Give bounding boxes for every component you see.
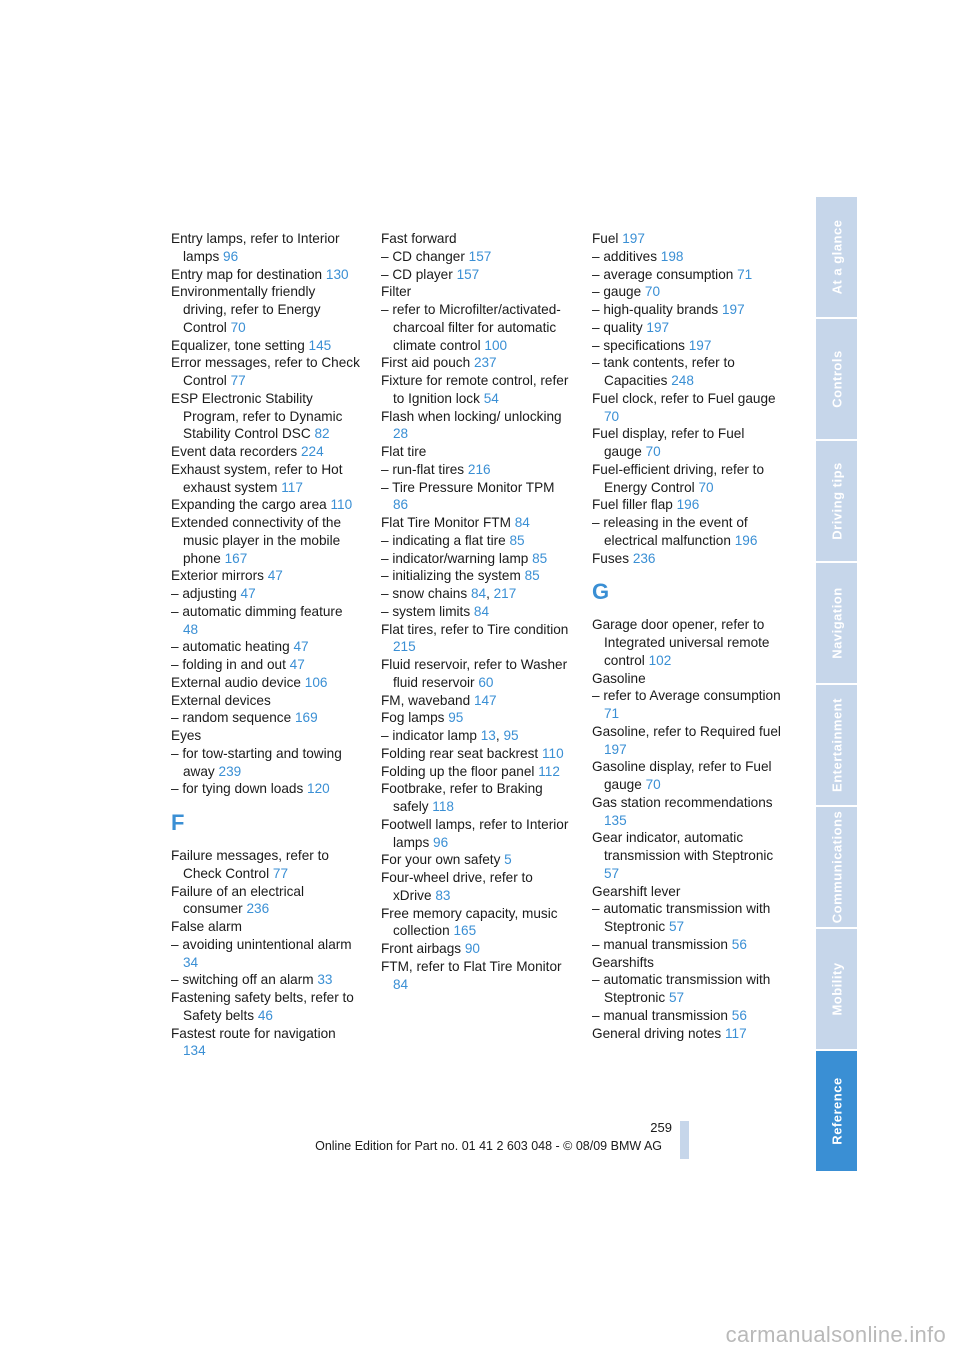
tab-label: Navigation <box>829 587 844 659</box>
page-link[interactable]: 86 <box>393 497 409 513</box>
index-entry <box>592 230 782 248</box>
index-entry-text: Fuel clock, refer to Fuel gauge <box>592 390 776 406</box>
index-entry <box>171 709 361 727</box>
index-entry <box>381 763 571 781</box>
index-entry <box>171 638 361 656</box>
page-link[interactable]: 197 <box>688 337 712 353</box>
index-entry <box>171 567 361 585</box>
index-entry <box>381 230 571 248</box>
index-entry <box>381 567 571 585</box>
index-entry <box>381 816 571 852</box>
page-link[interactable]: 248 <box>671 373 694 388</box>
index-entry <box>592 936 782 954</box>
index-entry-text: Eyes <box>171 728 202 743</box>
index-entry-text: Exterior mirrors <box>171 568 264 584</box>
page-link[interactable]: 117 <box>281 479 303 495</box>
index-entry-text: Gear indicator, automatic transmission with Steptronic <box>592 830 774 863</box>
index-entry-text: FM, waveband <box>381 692 471 708</box>
page-link[interactable]: 34 <box>183 954 199 970</box>
index-entry-text: General driving notes <box>592 1025 722 1041</box>
index-entry <box>381 408 571 444</box>
index-entry-text: Fog lamps <box>381 710 445 726</box>
index-entry <box>171 266 361 284</box>
index-entry-text: Fuel <box>592 231 619 246</box>
page-link[interactable]: 197 <box>646 319 670 335</box>
tab-label: Mobility <box>829 962 844 1016</box>
index-entry-text: – CD changer <box>381 248 465 264</box>
index-entry-text: – specifications <box>592 337 685 353</box>
page-link[interactable]: 110 <box>330 497 353 513</box>
page-link[interactable]: 70 <box>645 444 661 459</box>
index-entry-text: Environmentally friendly driving, refer to Energy Control <box>171 284 321 335</box>
index-entry <box>171 727 361 745</box>
page-link[interactable]: 102 <box>648 652 672 668</box>
page-link[interactable]: 84 <box>470 586 487 601</box>
index-entry-text: Fixture for remote control, refer to Ignition lock <box>381 373 569 406</box>
index-entry <box>171 283 361 336</box>
index-entry <box>171 443 361 461</box>
index-entry <box>171 989 361 1025</box>
page-link[interactable]: 118 <box>432 799 454 814</box>
page-link[interactable]: 96 <box>433 834 449 850</box>
page-link[interactable]: 215 <box>393 639 416 655</box>
index-entry-text: – refer to Microfilter/activated-charcoal filter for automatic climate control <box>381 302 561 353</box>
index-entry <box>592 900 782 936</box>
page-link[interactable]: 57 <box>604 865 620 881</box>
page-link[interactable]: 57 <box>669 919 685 934</box>
index-entry <box>381 603 571 621</box>
page-link[interactable]: 71 <box>737 266 753 282</box>
index-entry <box>381 550 571 568</box>
tab-at-a-glance[interactable] <box>816 197 857 317</box>
index-entry <box>592 616 782 669</box>
page-link[interactable]: 106 <box>304 674 328 690</box>
index-entry-text: FTM, refer to Flat Tire Monitor <box>381 958 562 974</box>
index-entry <box>171 692 361 710</box>
index-entry-text: Four-wheel drive, refer to xDrive <box>381 870 533 903</box>
index-entry <box>592 758 782 794</box>
page-link[interactable]: 70 <box>230 319 246 335</box>
index-entry-text: Flash when locking/ unlocking <box>381 408 562 424</box>
index-entry-text: Gearshift lever <box>592 883 681 899</box>
page-link[interactable]: 197 <box>721 302 745 317</box>
index-entry-text: – tank contents, refer to Capacities <box>592 355 735 388</box>
page-link[interactable]: 169 <box>294 710 318 726</box>
page-link[interactable]: 165 <box>453 923 477 939</box>
page-link[interactable]: 100 <box>484 337 508 353</box>
index-entry-text: – automatic transmission with Steptronic <box>592 901 771 934</box>
page-link[interactable]: 84 <box>473 603 490 619</box>
page-link[interactable]: 82 <box>314 426 330 442</box>
index-entry <box>381 532 571 550</box>
index-entry <box>592 954 782 972</box>
page-link[interactable]: 46 <box>257 1007 273 1023</box>
index-entry <box>592 266 782 284</box>
index-entry <box>171 780 361 798</box>
page-link[interactable]: 217 <box>493 586 517 601</box>
page-link[interactable]: 60 <box>478 674 494 690</box>
index-entry-text: Flat tire <box>381 444 427 459</box>
index-entry-text: Exhaust system, refer to Hot exhaust system <box>171 461 343 495</box>
index-entry-text: – gauge <box>592 284 642 300</box>
index-entry-text: Fuses <box>592 550 630 566</box>
index-entry-text: Gas station recommendations <box>592 794 773 810</box>
index-entry <box>381 354 571 372</box>
index-entry-text: Fuel display, refer to Fuel gauge <box>592 426 745 459</box>
index-entry-text: Footbrake, refer to Braking safely <box>381 781 543 814</box>
index-entry <box>381 301 571 354</box>
page-link[interactable]: 84 <box>393 976 409 992</box>
index-entry <box>171 496 361 514</box>
index-entry <box>381 958 571 994</box>
index-entry-text: Folding up the floor panel <box>381 763 535 779</box>
page-link[interactable]: 56 <box>731 936 747 952</box>
index-entry <box>381 745 571 763</box>
tab-label: Reference <box>829 1077 844 1145</box>
page-link[interactable]: 236 <box>246 901 270 917</box>
index-entry-text: – CD player <box>381 266 453 282</box>
page-link[interactable]: 47 <box>267 568 283 584</box>
tab-navigation[interactable] <box>816 563 857 683</box>
page-link[interactable]: 54 <box>483 390 499 406</box>
index-entry-text: – releasing in the event of electrical malfunction <box>592 515 748 548</box>
index-entry-text: Fastening safety belts, refer to Safety belts <box>171 990 354 1023</box>
index-entry-text: Fuel filler flap <box>592 497 673 513</box>
index-entry <box>381 479 571 515</box>
index-entry-text: – folding in and out <box>171 657 286 672</box>
page-link[interactable]: 70 <box>644 284 661 300</box>
index-entry-text: First aid pouch <box>381 355 471 371</box>
page-link[interactable]: 167 <box>224 550 248 566</box>
index-entry-text: – random sequence <box>171 710 292 726</box>
section-tabs <box>816 197 857 1173</box>
index-entry <box>592 687 782 723</box>
tab-reference[interactable] <box>816 1051 857 1171</box>
index-entry <box>592 794 782 830</box>
tab-mobility[interactable] <box>816 929 857 1049</box>
index-entry <box>592 425 782 461</box>
page-link[interactable]: 47 <box>293 639 309 655</box>
page-link[interactable]: 83 <box>435 887 451 903</box>
index-entry <box>592 670 782 688</box>
index-entry: – snow chains 84, 217 <box>381 586 517 601</box>
tab-entertainment[interactable] <box>816 685 857 805</box>
index-entry-text: – automatic transmission with Steptronic <box>592 972 771 1005</box>
footer-bar <box>680 1121 689 1159</box>
index-entry-text: Fuel-efficient driving, refer to Energy Control <box>592 461 765 495</box>
index-entry-text: Garage door opener, refer to Integrated universal remote control <box>592 617 770 668</box>
tab-label: At a glance <box>829 219 844 295</box>
index-entry-text: – for tying down loads <box>171 781 304 797</box>
index-entry <box>171 514 361 567</box>
index-entry <box>381 283 571 301</box>
index-entry-text: – average consumption <box>592 266 734 282</box>
index-entry <box>381 266 571 284</box>
index-entry <box>381 709 571 727</box>
index-entry-text: Footwell lamps, refer to Interior lamps <box>381 816 569 850</box>
index-entry <box>171 230 361 266</box>
index-entry <box>171 971 361 989</box>
index-entry <box>592 550 782 568</box>
page-link[interactable]: 145 <box>308 337 332 353</box>
index-column-1 <box>171 230 361 1060</box>
index-entry-text: Event data recorders <box>171 444 298 459</box>
index-entry-text: – system limits <box>381 603 471 619</box>
index-entry-text: – automatic heating <box>171 639 290 655</box>
index-entry <box>381 905 571 941</box>
page-number: 259 <box>650 1120 672 1135</box>
index-entry <box>171 585 361 603</box>
index-entry <box>171 674 361 692</box>
page-link[interactable]: 77 <box>272 865 289 881</box>
page-link[interactable]: 197 <box>604 741 627 757</box>
page-link[interactable]: 57 <box>669 990 685 1005</box>
index-entry <box>592 390 782 426</box>
index-entry-text: – manual transmission <box>592 1007 728 1023</box>
index-entry <box>381 372 571 408</box>
page-link[interactable]: 5 <box>504 852 512 868</box>
index-entry <box>171 656 361 674</box>
page-link[interactable]: 85 <box>509 532 525 548</box>
index-entry <box>381 248 571 266</box>
index-entry <box>592 723 782 759</box>
index-entry-text: – manual transmission <box>592 936 728 952</box>
index-entry-text: Gasoline display, refer to Fuel gauge <box>592 759 772 792</box>
page-link[interactable]: 147 <box>473 692 497 708</box>
index-entry <box>381 461 571 479</box>
page-link[interactable]: 120 <box>307 781 330 797</box>
index-entry <box>592 319 782 337</box>
index-entry-text: Error messages, refer to Check Control <box>171 355 360 388</box>
tab-label: Controls <box>829 350 844 408</box>
page-link[interactable]: 47 <box>289 657 305 672</box>
tab-controls[interactable] <box>816 319 857 439</box>
page-link[interactable]: 48 <box>183 621 199 637</box>
page-link[interactable]: 28 <box>393 426 409 442</box>
page-link[interactable]: 237 <box>473 355 497 371</box>
index-entry-text: – high-quality brands <box>592 302 719 317</box>
footer-text: Online Edition for Part no. 01 41 2 603 048 - © 08/09 BMW AG <box>315 1139 662 1153</box>
page-link[interactable]: 90 <box>464 941 480 956</box>
index-entry-text: Equalizer, tone setting <box>171 337 305 353</box>
index-entry-text: Flat tires, refer to Tire condition <box>381 621 569 637</box>
index-entry-text: – refer to Average consumption <box>592 688 781 704</box>
index-entry-text: – adjusting <box>171 586 237 601</box>
index-entry-text: – quality <box>592 319 643 335</box>
index-entry <box>171 461 361 497</box>
index-entry <box>592 301 782 319</box>
index-entry <box>171 390 361 443</box>
tab-label: Entertainment <box>829 698 844 792</box>
index-entry <box>592 461 782 497</box>
index-entry-text: – indicator/warning lamp <box>381 550 529 566</box>
index-entry-text: External audio device <box>171 674 301 690</box>
index-entry-text: Entry lamps, refer to Interior lamps <box>171 231 340 264</box>
index-entry <box>592 829 782 882</box>
index-entry <box>171 603 361 639</box>
index-entry <box>171 745 361 781</box>
page-link[interactable]: 71 <box>604 706 620 721</box>
page-link[interactable]: 112 <box>538 763 560 779</box>
index-entry-text: – Tire Pressure Monitor TPM <box>381 479 555 495</box>
index-entry <box>592 971 782 1007</box>
page-link[interactable]: 70 <box>698 479 714 495</box>
page-link[interactable]: 13 <box>480 728 496 743</box>
index-entry <box>592 354 782 390</box>
index-entry <box>171 1025 361 1061</box>
index-entry <box>171 847 361 883</box>
index-entry <box>381 656 571 692</box>
index-entry-text: Entry map for destination <box>171 266 323 282</box>
index-entry <box>381 869 571 905</box>
index-entry <box>381 443 571 461</box>
index-entry <box>171 883 361 919</box>
index-entry-text: Gasoline <box>592 670 646 686</box>
page-link[interactable]: 117 <box>725 1025 747 1041</box>
page-link[interactable]: 134 <box>183 1043 206 1059</box>
index-entry-text: Folding rear seat backrest <box>381 745 539 761</box>
page-link[interactable]: 96 <box>223 248 239 264</box>
page-link[interactable]: 130 <box>325 266 349 282</box>
index-entry-text: – for tow-starting and towing away <box>171 745 342 779</box>
page-link[interactable]: 196 <box>734 532 758 548</box>
page-link[interactable]: 70 <box>604 408 620 424</box>
index-entry-text: – additives <box>592 248 657 264</box>
tab-communications[interactable] <box>816 807 857 927</box>
index-entry: – indicator lamp 13, 95 <box>381 728 519 743</box>
page-link[interactable]: 85 <box>524 568 540 584</box>
index-entry <box>592 883 782 901</box>
index-entry-text: External devices <box>171 692 271 708</box>
index-entry <box>171 337 361 355</box>
page-link[interactable]: 70 <box>645 777 661 792</box>
index-entry-text: – snow chains <box>381 586 468 601</box>
page-link[interactable]: 33 <box>317 972 333 988</box>
index-entry-text: Fast forward <box>381 231 457 246</box>
index-entry-text: Extended connectivity of the music player in the mobile phone <box>171 515 342 566</box>
page-link[interactable]: 196 <box>676 497 700 513</box>
index-entry-text: – indicating a flat tire <box>381 532 506 548</box>
index-entry-text: Flat Tire Monitor FTM <box>381 515 511 530</box>
index-entry-text: – initializing the system <box>381 568 521 584</box>
index-entry <box>381 780 571 816</box>
watermark: carmanualsonline.info <box>725 1322 946 1347</box>
index-entry-text: – indicator lamp <box>381 728 477 743</box>
tab-label: Communications <box>829 810 844 924</box>
index-entry <box>592 514 782 550</box>
page-link[interactable]: 95 <box>503 728 519 743</box>
page-link[interactable]: 239 <box>218 763 242 779</box>
page-link[interactable]: 197 <box>622 231 645 246</box>
index-entry <box>381 692 571 710</box>
page-link[interactable]: 157 <box>456 266 480 282</box>
index-entry-text: For your own safety <box>381 852 501 868</box>
tab-label: Driving tips <box>829 462 844 540</box>
index-entry-text: – run-flat tires <box>381 461 465 477</box>
page-link[interactable]: 236 <box>632 550 656 566</box>
index-entry-text: Expanding the cargo area <box>171 497 327 513</box>
index-entry <box>592 337 782 355</box>
page-link[interactable]: 77 <box>230 373 246 388</box>
page-link[interactable]: 95 <box>448 710 464 726</box>
index-column-2 <box>381 230 571 993</box>
index-entry <box>592 1025 782 1043</box>
page-link[interactable]: 47 <box>240 586 256 601</box>
index-letter-heading: F <box>171 810 185 835</box>
index-entry <box>592 248 782 266</box>
page-link[interactable]: 224 <box>300 444 324 459</box>
page-link[interactable]: 110 <box>541 745 564 761</box>
index-entry-text: ESP Electronic Stability Program, refer to Dynamic Stability Control DSC <box>171 390 343 442</box>
index-entry-text: Gearshifts <box>592 954 654 970</box>
index-column-3 <box>592 230 782 1042</box>
page-link[interactable]: 135 <box>604 812 627 828</box>
page-link[interactable]: 157 <box>468 248 492 264</box>
page-link[interactable]: 84 <box>514 515 530 530</box>
index-letter-heading: G <box>592 579 610 605</box>
page-link[interactable]: 198 <box>660 248 684 264</box>
page-link[interactable]: 56 <box>731 1007 747 1023</box>
index-entry <box>381 621 571 657</box>
index-entry-text: – switching off an alarm <box>171 972 314 988</box>
index-entry <box>592 1007 782 1025</box>
index-entry-text: Gasoline, refer to Required fuel <box>592 723 781 739</box>
index-entry-text: Fluid reservoir, refer to Washer fluid reservoir <box>381 657 568 690</box>
page-link[interactable]: 216 <box>467 461 491 477</box>
index-entry <box>171 918 361 936</box>
index-entry <box>592 496 782 514</box>
index-entry <box>171 354 361 390</box>
index-entry-text: Filter <box>381 284 412 300</box>
page-link[interactable]: 85 <box>532 550 548 566</box>
index-entry <box>592 283 782 301</box>
index-entry-text: Failure of an electrical consumer <box>171 883 304 917</box>
index-entry <box>381 851 571 869</box>
index-entry-text: Fastest route for navigation <box>171 1025 336 1041</box>
index-entry-text: Failure messages, refer to Check Control <box>171 848 329 881</box>
index-entry <box>381 940 571 958</box>
index-entry-text: Front airbags <box>381 941 462 956</box>
index-entry-text: – automatic dimming feature <box>171 603 343 619</box>
index-entry-text: Free memory capacity, music collection <box>381 905 558 939</box>
index-entry <box>381 514 571 532</box>
index-entry-text: – avoiding unintentional alarm <box>171 936 352 952</box>
index-entry-text: False alarm <box>171 919 243 934</box>
index-entry <box>171 936 361 972</box>
tab-driving-tips[interactable] <box>816 441 857 561</box>
